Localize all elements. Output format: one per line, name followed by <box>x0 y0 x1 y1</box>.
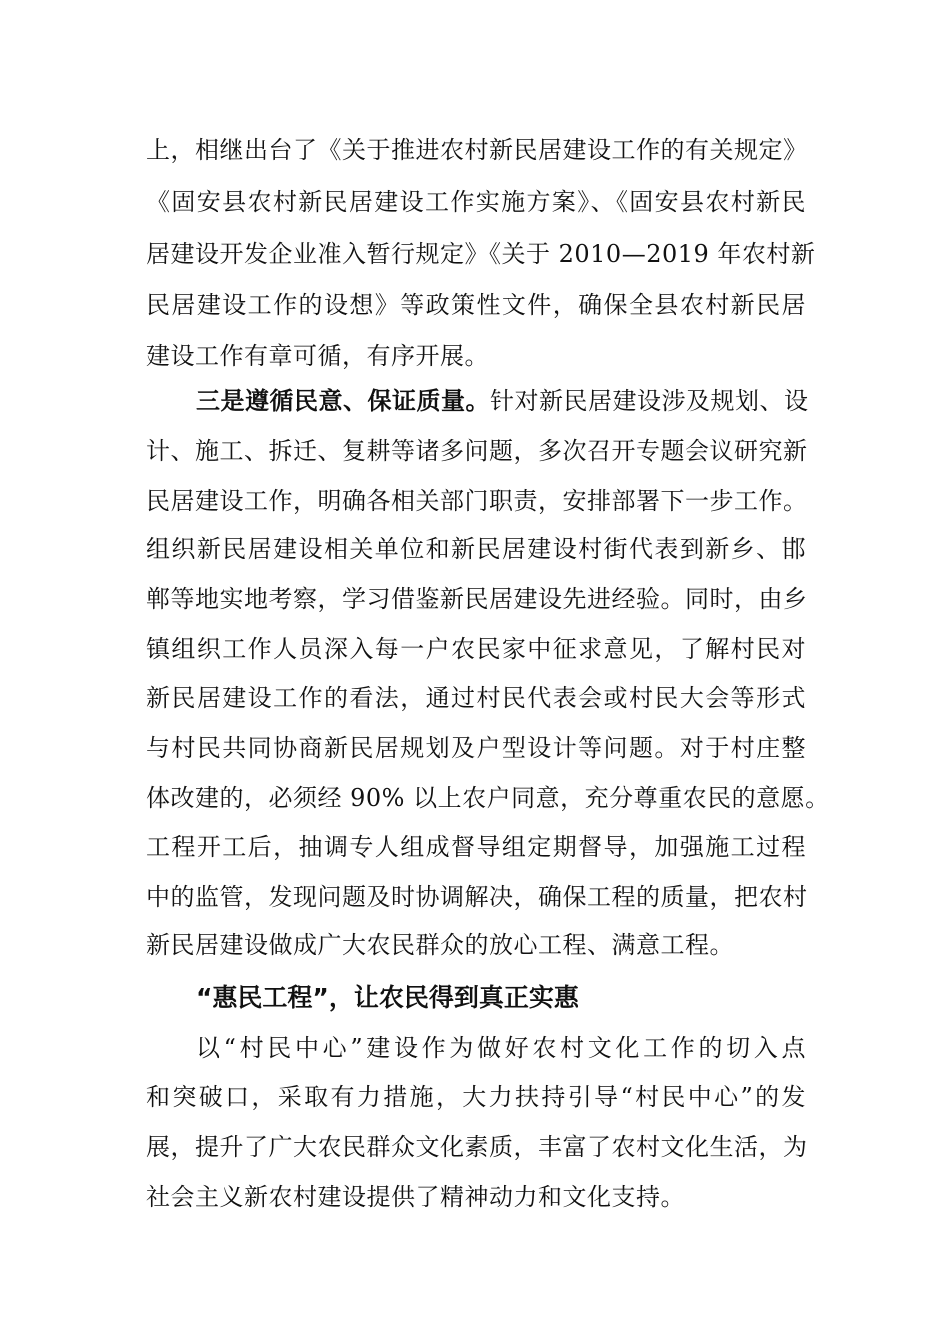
paragraph-line: 居建设开发企业准入暂行规定》《关于 2010—2019 年农村新 <box>146 240 816 268</box>
section-heading: “惠民工程”，让农民得到真正实惠 <box>196 983 579 1012</box>
paragraph-line: 《固安县农村新民居建设工作实施方案》、《固安县农村新民 <box>146 188 806 216</box>
paragraph-line: 工程开工后，抽调专人组成督导组定期督导，加强施工过程 <box>146 833 806 861</box>
paragraph-line: 新民居建设工作的看法，通过村民代表会或村民大会等形式 <box>146 684 806 712</box>
paragraph-line: 社会主义新农村建设提供了精神动力和文化支持。 <box>146 1183 685 1211</box>
paragraph-line: 展，提升了广大农民群众文化素质，丰富了农村文化生活，为 <box>146 1133 808 1161</box>
paragraph-lead: 三是遵循民意、保证质量。 <box>196 386 490 415</box>
paragraph-line: 郸等地实地考察，学习借鉴新民居建设先进经验。同时，由乡 <box>146 585 808 613</box>
paragraph-line: 与村民共同协商新民居规划及户型设计等问题。对于村庄整 <box>146 734 806 762</box>
paragraph-line: 新民居建设做成广大农民群众的放心工程、满意工程。 <box>146 931 734 959</box>
paragraph-first-line-text: 针对新民居建设涉及规划、设 <box>490 387 809 415</box>
paragraph-first-line: 以“村民中心”建设作为做好农村文化工作的切入点 <box>196 1034 806 1062</box>
paragraph-line: 组织新民居建设相关单位和新民居建设村街代表到新乡、邯 <box>146 535 806 563</box>
paragraph-first-line <box>196 384 809 418</box>
paragraph-line: 计、施工、拆迁、复耕等诸多问题，多次召开专题会议研究新 <box>146 437 808 465</box>
paragraph-line: 镇组织工作人员深入每一户农民家中征求意见，了解村民对 <box>146 635 806 663</box>
paragraph-line: 民居建设工作的设想》等政策性文件，确保全县农村新民居 <box>146 291 806 319</box>
paragraph-line: 建设工作有章可循，有序开展。 <box>146 342 489 370</box>
paragraph-line: 中的监管，发现问题及时协调解决，确保工程的质量，把农村 <box>146 883 808 911</box>
paragraph-line: 和突破口，采取有力措施，大力扶持引导“村民中心”的发 <box>146 1083 806 1111</box>
paragraph-line: 上，相继出台了《关于推进农村新民居建设工作的有关规定》 <box>146 136 808 164</box>
paragraph-line: 民居建设工作，明确各相关部门职责，安排部署下一步工作。 <box>146 487 808 515</box>
paragraph-line: 体改建的，必须经 90% 以上农户同意，充分尊重农民的意愿。 <box>146 784 830 812</box>
